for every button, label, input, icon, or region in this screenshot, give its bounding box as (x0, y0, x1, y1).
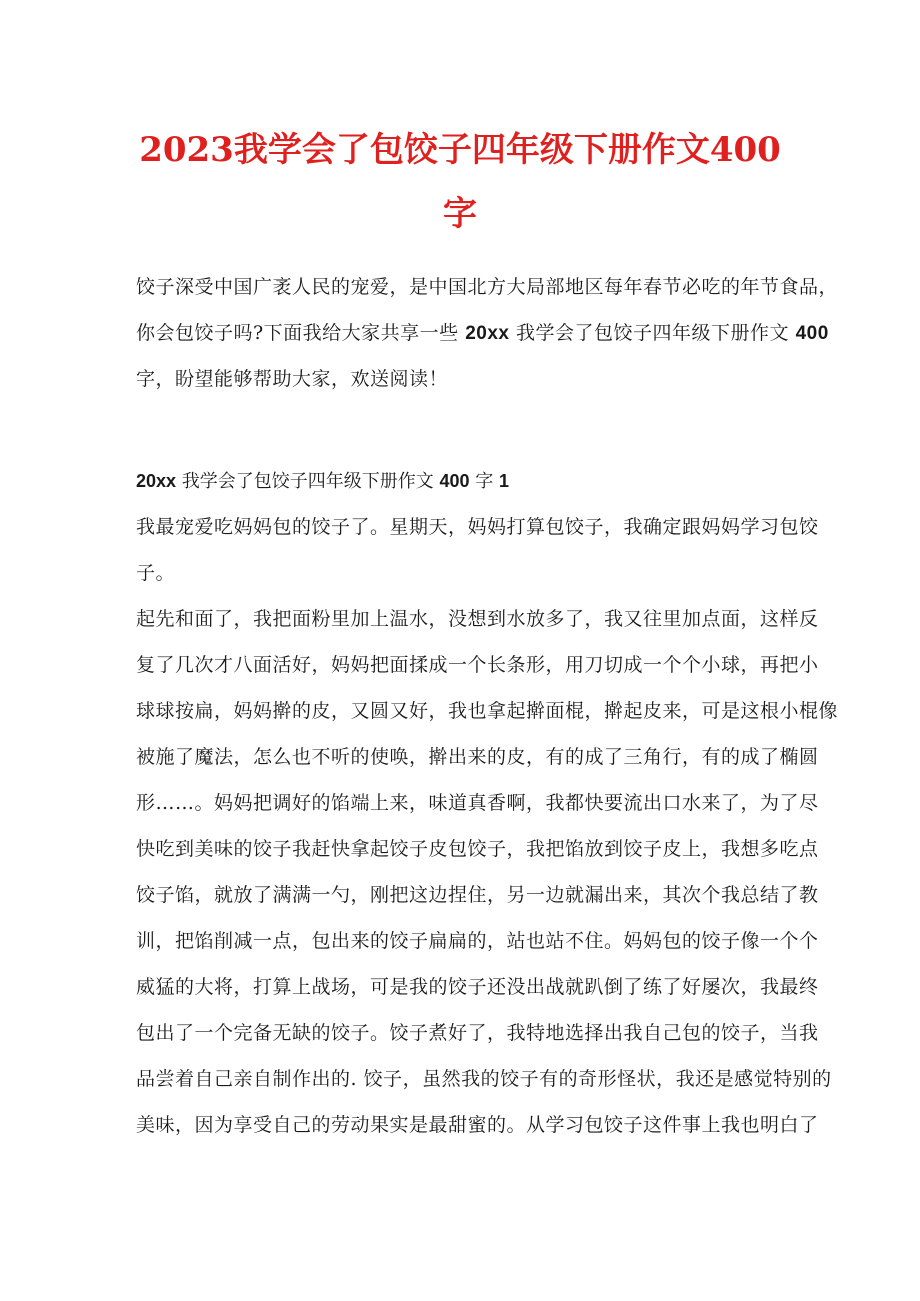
essay-line: 饺子馅，就放了满满一勺，刚把这边捏住，另一边就漏出来，其次个我总结了教 (136, 884, 819, 906)
essay-line: 被施了魔法，怎么也不听的使唤，擀出来的皮，有的成了三角行，有的成了椭圆 (136, 746, 819, 768)
intro-paragraph (136, 264, 839, 402)
essay-body (136, 504, 839, 1148)
essay-subheading: 20xx 我学会了包饺子四年级下册作文 400 字 1 (136, 471, 510, 492)
essay-line: 形……。妈妈把调好的馅端上来，味道真香啊，我都快要流出口水来了，为了尽 (136, 792, 819, 814)
intro-line-3: 字，盼望能够帮助大家，欢送阅读！ (136, 368, 449, 390)
essay-line: 训，把馅削减一点，包出来的饺子扁扁的，站也站不住。妈妈包的饺子像一个个 (136, 930, 819, 952)
essay-line: 美味，因为享受自己的劳动果实是最甜蜜的。从学习包饺子这件事上我也明白了 (136, 1114, 819, 1136)
essay-line: 子。 (136, 562, 176, 584)
essay-line: 球球按扁，妈妈擀的皮，又圆又好，我也拿起擀面棍，擀起皮来，可是这根小棍像 (136, 700, 839, 722)
essay-line: 起先和面了，我把面粉里加上温水，没想到水放多了，我又往里加点面，这样反 (136, 608, 819, 630)
essay-line: 包出了一个完备无缺的饺子。饺子煮好了，我特地选择出我自己包的饺子，当我 (136, 1022, 819, 1044)
document-title-line-2: 字 (443, 194, 477, 234)
essay-line: 我最宠爱吃妈妈包的饺子了。星期天，妈妈打算包饺子，我确定跟妈妈学习包饺 (136, 516, 819, 538)
document-title-line-1: 2023我学会了包饺子四年级下册作文400 (139, 130, 781, 170)
essay-line: 品尝着自己亲自制作出的. 饺子，虽然我的饺子有的奇形怪状，我还是感觉特别的 (136, 1068, 832, 1090)
essay-line: 威猛的大将，打算上战场，可是我的饺子还没出战就趴倒了练了好屡次，我最终 (136, 976, 819, 998)
intro-line-2: 你会包饺子吗?下面我给大家共享一些 20xx 我学会了包饺子四年级下册作文 400 (136, 322, 829, 344)
intro-line-1: 饺子深受中国广袤人民的宠爱，是中国北方大局部地区每年春节必吃的年节食品， (136, 276, 839, 298)
essay-line: 复了几次才八面活好，妈妈把面揉成一个长条形，用刀切成一个个小球，再把小 (136, 654, 819, 676)
essay-line: 快吃到美味的饺子我赶快拿起饺子皮包饺子，我把馅放到饺子皮上，我想多吃点 (136, 838, 819, 860)
